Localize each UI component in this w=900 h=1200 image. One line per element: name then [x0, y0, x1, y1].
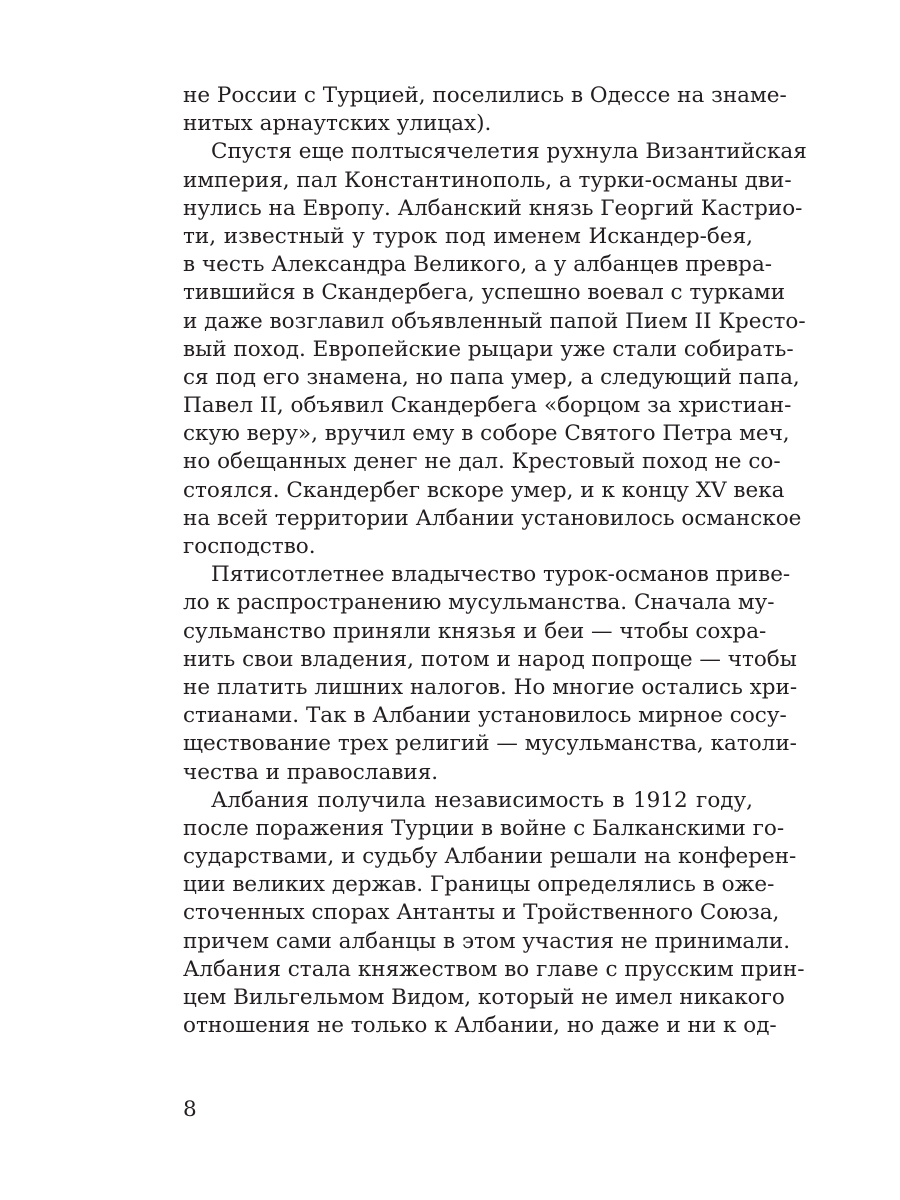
paragraph: [183, 82, 787, 138]
text-line: отношения не только к Албании, но даже и ни к од-: [183, 1013, 777, 1039]
text-line: Албания стала княжеством во главе с прусским прин-: [183, 956, 805, 982]
paragraph: [183, 138, 807, 561]
text-line: скую веру», вручил ему в соборе Святого Петра меч,: [183, 421, 790, 447]
text-line: сульманство приняли князья и беи — чтобы сохра-: [183, 618, 767, 644]
text-line: нить свои владения, потом и народ попроще — чтобы: [183, 646, 797, 672]
text-line: господство.: [183, 534, 316, 559]
text-line: не России с Турцией, поселились в Одессе на знаме-: [183, 83, 787, 108]
text-line: цем Вильгельмом Видом, который не имел никакого: [183, 985, 785, 1010]
text-line: нитых арнаутских улицах).: [183, 111, 492, 137]
page-number: 8: [183, 1097, 197, 1122]
text-line: сточенных спорах Антанты и Тройственного Союза,: [183, 900, 780, 926]
text-line: не платить лишних налогов. Но многие остались хри-: [183, 674, 798, 700]
text-line: ществование трех религий — мусульманства, католи-: [183, 731, 797, 757]
text-line: но обещанных денег не дал. Крестовый поход не со-: [183, 449, 781, 475]
text-line: вый поход. Европейские рыцари уже стали собирать-: [183, 336, 794, 362]
text-line: сударствами, и судьбу Албании решали на конферен-: [183, 844, 797, 870]
text-line: в честь Александра Великого, а у албанцев превра-: [183, 252, 773, 278]
text-line: чества и православия.: [183, 759, 439, 785]
text-line: Спустя еще полтысячелетия рухнула Византийская: [211, 139, 807, 165]
text-line: ции великих держав. Границы определялись в оже-: [183, 872, 775, 898]
text-line: и даже возглавил объявленный папой Пием II Кресто-: [183, 308, 806, 334]
text-line: стоялся. Скандербег вскоре умер, и к концу XV века: [183, 477, 785, 503]
text-line: после поражения Турции в войне с Балканскими го-: [183, 815, 785, 841]
text-line: Албания получила независимость в 1912 году,: [211, 787, 753, 813]
text-line: нулись на Европу. Албанский князь Георгий Кастрио-: [183, 195, 803, 221]
text-line: империя, пал Константинополь, а турки-османы дви-: [183, 167, 792, 193]
page-body-text: [183, 82, 807, 1040]
text-line: причем сами албанцы в этом участия не принимали.: [183, 928, 791, 954]
text-line: Пятисотлетнее владычество турок-османов приве-: [211, 562, 791, 588]
text-line: ся под его знамена, но папа умер, а следующий папа,: [183, 364, 800, 390]
text-line: на всей территории Албании установилось османское: [183, 505, 802, 531]
text-line: тившийся в Скандербега, успешно воевал с турками: [183, 280, 786, 306]
paragraph: [183, 787, 805, 1041]
text-line: стианами. Так в Албании установилось мирное сосу-: [183, 703, 787, 729]
paragraph: [183, 561, 798, 787]
text-line: ло к распространению мусульманства. Сначала му-: [183, 590, 775, 616]
text-line: Павел II, объявил Скандербега «борцом за христиан-: [183, 393, 792, 419]
text-line: ти, известный у турок под именем Искандер-бея,: [183, 223, 753, 249]
